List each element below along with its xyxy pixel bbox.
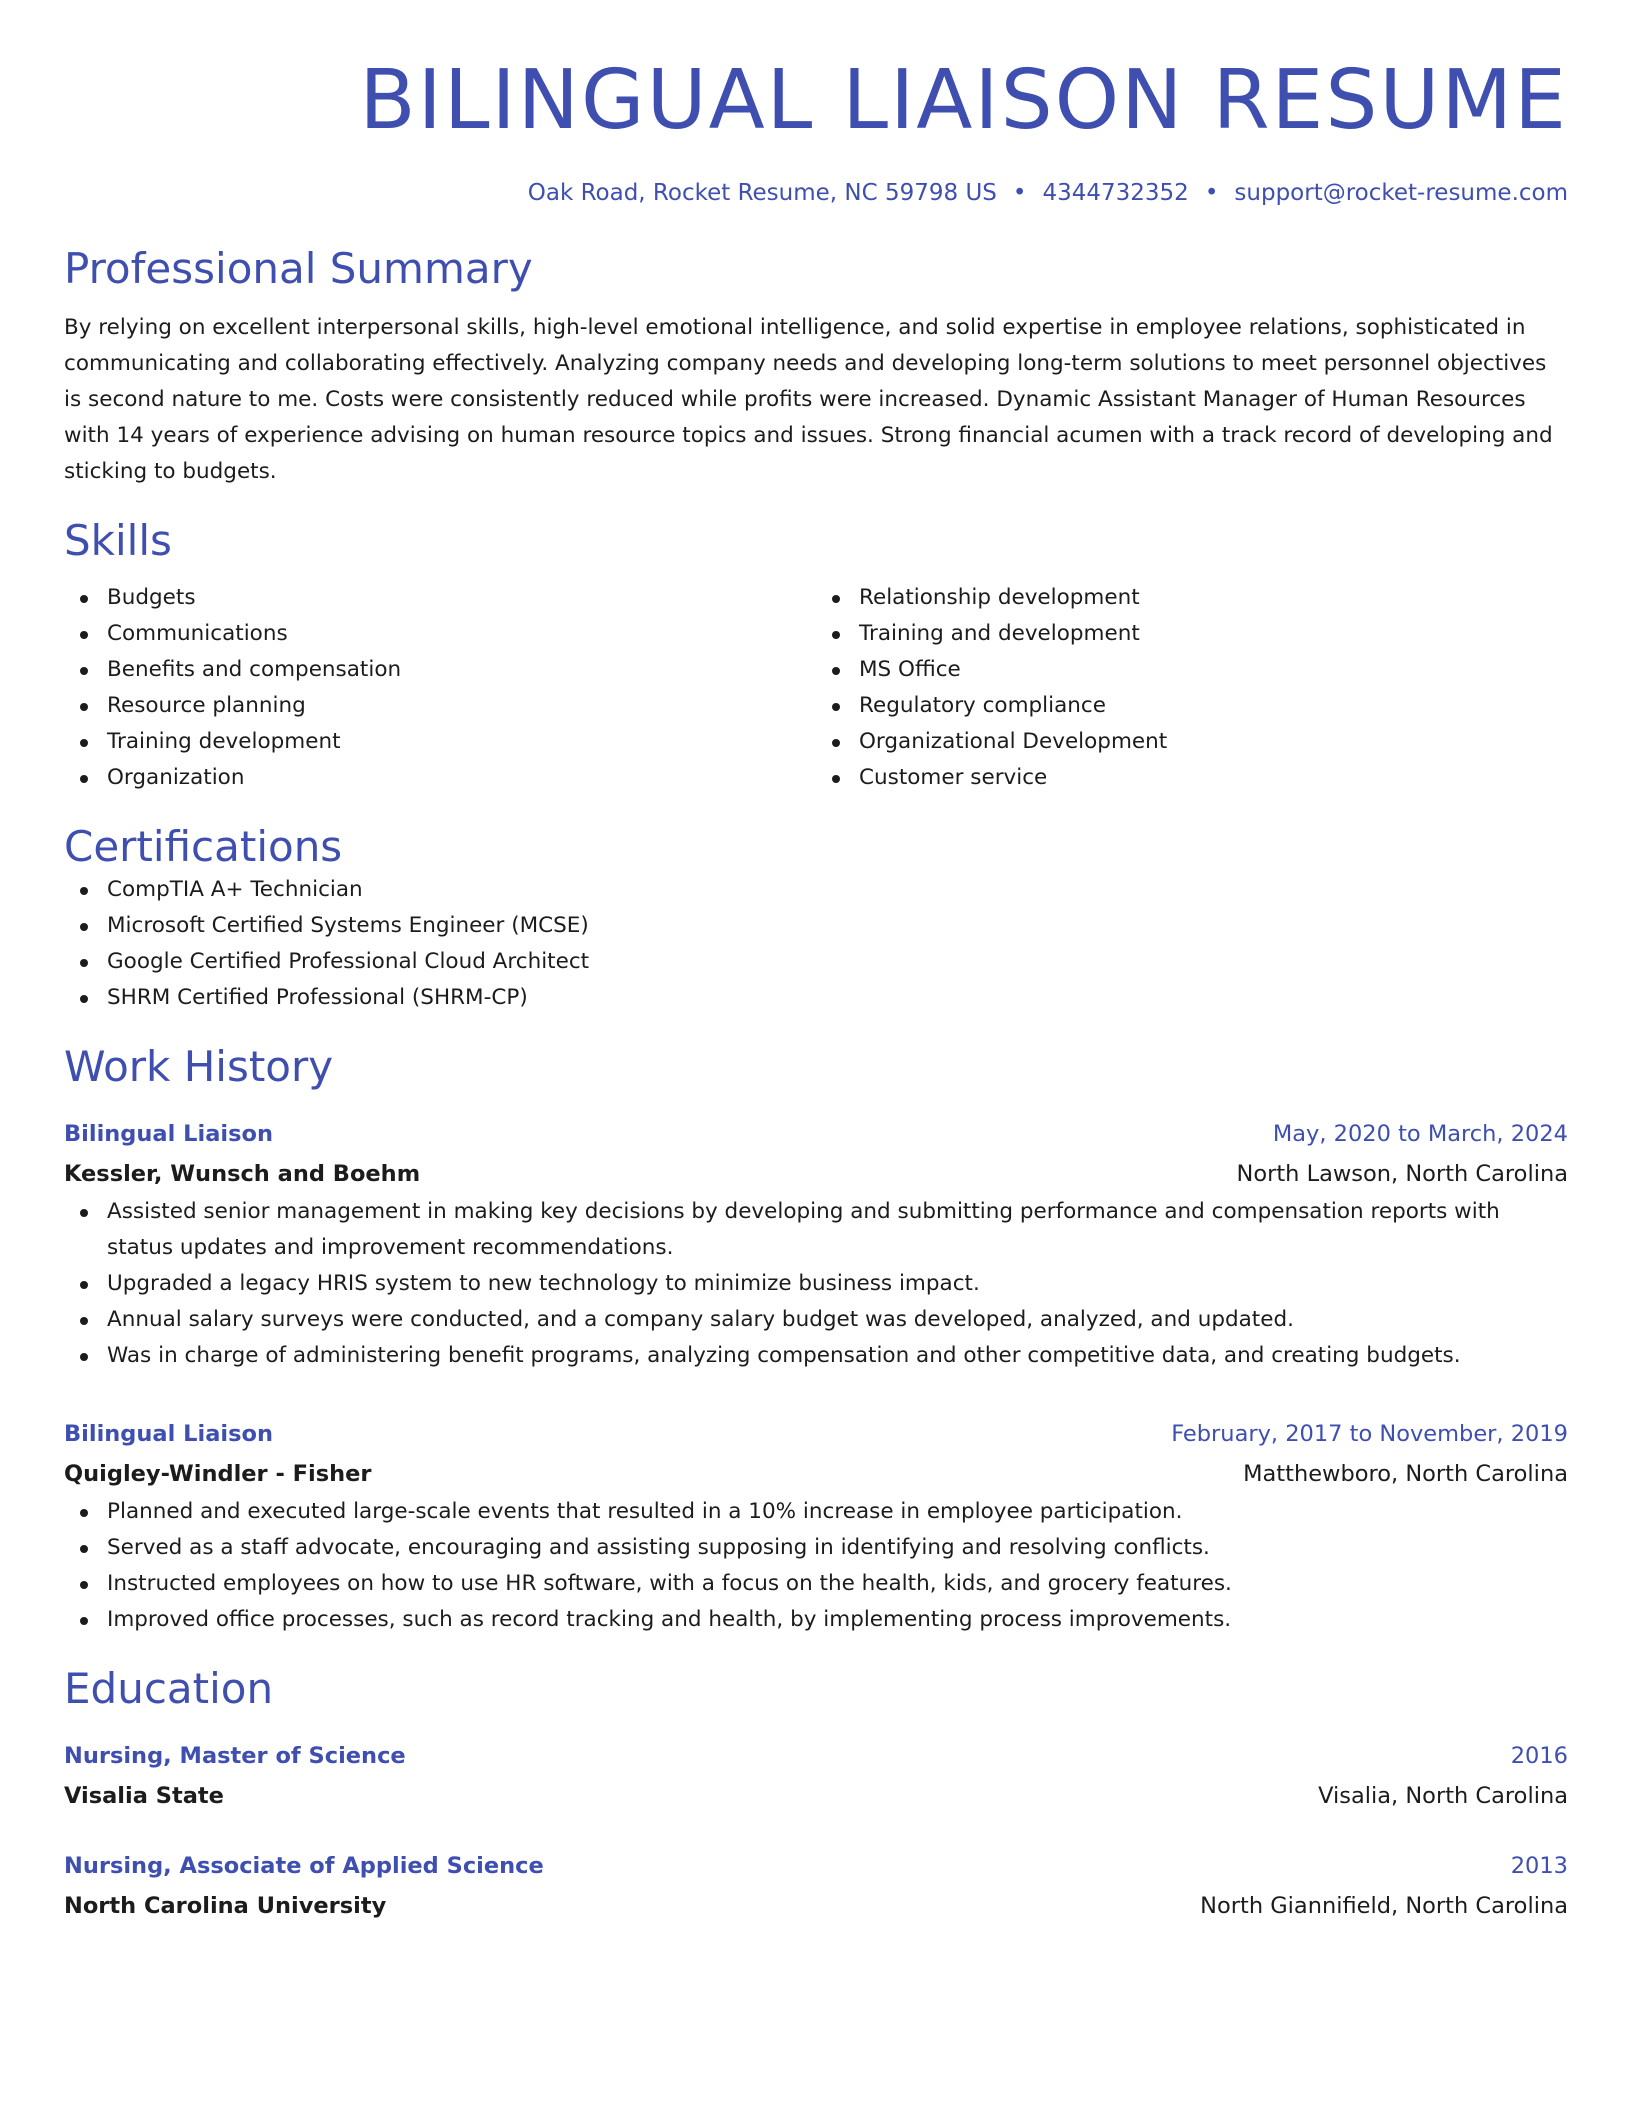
school-name: Visalia State [64, 1783, 224, 1809]
resume-title: BILINGUAL LIAISON RESUME [359, 53, 1568, 148]
contact-phone: 4344732352 [1042, 180, 1189, 206]
degree-name: Nursing, Master of Science [64, 1743, 406, 1769]
skill-item: Training and development [859, 616, 1568, 652]
job-dates: February, 2017 to November, 2019 [1171, 1421, 1568, 1447]
skill-item: Organization [107, 760, 816, 796]
skills-section [64, 516, 1568, 796]
summary-heading: Professional Summary [64, 244, 533, 293]
certifications-heading: Certifications [64, 822, 343, 871]
education-entry-header [64, 1846, 1568, 1886]
certification-item: SHRM Certified Professional (SHRM-CP) [107, 980, 1568, 1016]
skill-item: MS Office [859, 652, 1568, 688]
school-location: Visalia, North Carolina [1318, 1783, 1568, 1809]
certifications-section [64, 822, 1568, 1016]
skill-item: Customer service [859, 760, 1568, 796]
skill-item: Relationship development [859, 580, 1568, 616]
work-entry [64, 1114, 1568, 1374]
company-name: Kessler, Wunsch and Boehm [64, 1161, 421, 1187]
summary-text: By relying on excellent interpersonal skills, high-level emotional intelligence, and solid expertise in employee relations, sophisticated in communicating and collaborating effectively. Analyzing company needs and developing long-term solutions to meet personnel objectives is second nature to me. Costs were consistently reduced while profits were increased. Dynamic Assistant Manager of Human Resources with 14 years of experience advising on human resource topics and issues. Strong financial acumen with a track record of developing and sticking to budgets. [64, 315, 1553, 484]
graduation-year: 2013 [1510, 1853, 1568, 1879]
work-history-heading: Work History [64, 1042, 334, 1091]
work-entry-subheader [64, 1154, 1568, 1194]
contact-email[interactable]: support@rocket-resume.com [1234, 180, 1568, 206]
work-entry-subheader [64, 1454, 1568, 1494]
work-entry [64, 1414, 1568, 1638]
job-duty: Instructed employees on how to use HR software, with a focus on the health, kids, and grocery features. [107, 1566, 1568, 1602]
degree-name: Nursing, Associate of Applied Science [64, 1853, 544, 1879]
education-entry [64, 1736, 1568, 1816]
school-name: North Carolina University [64, 1893, 387, 1919]
skills-list-left [64, 580, 816, 796]
certification-item: Google Certified Professional Cloud Architect [107, 944, 1568, 980]
job-location: Matthewboro, North Carolina [1243, 1461, 1568, 1487]
certification-item: Microsoft Certified Systems Engineer (MCSE) [107, 908, 1568, 944]
work-entry-header [64, 1114, 1568, 1154]
skill-item: Benefits and compensation [107, 652, 816, 688]
skill-item: Budgets [107, 580, 816, 616]
education-entry-subheader [64, 1886, 1568, 1926]
job-duty: Assisted senior management in making key decisions by developing and submitting performance and compensation reports with status updates and improvement recommendations. [107, 1194, 1568, 1266]
job-duty: Improved office processes, such as record tracking and health, by implementing process improvements. [107, 1602, 1568, 1638]
job-duty: Was in charge of administering benefit programs, analyzing compensation and other competitive data, and creating budgets. [107, 1338, 1568, 1374]
contact-separator: • [1204, 180, 1219, 206]
education-entry-subheader [64, 1776, 1568, 1816]
education-entry [64, 1846, 1568, 1926]
certification-item: CompTIA A+ Technician [107, 872, 1568, 908]
job-duty: Annual salary surveys were conducted, and a company salary budget was developed, analyzed, and updated. [107, 1302, 1568, 1338]
job-duty: Upgraded a legacy HRIS system to new technology to minimize business impact. [107, 1266, 1568, 1302]
education-heading: Education [64, 1664, 274, 1713]
skill-item: Communications [107, 616, 816, 652]
skill-item: Training development [107, 724, 816, 760]
job-duty: Served as a staff advocate, encouraging and assisting supposing in identifying and resolving conflicts. [107, 1530, 1568, 1566]
work-history-section [64, 1042, 1568, 1638]
job-duties-list [64, 1494, 1568, 1638]
job-duty: Planned and executed large-scale events that resulted in a 10% increase in employee participation. [107, 1494, 1568, 1530]
job-location: North Lawson, North Carolina [1236, 1161, 1568, 1187]
contact-separator: • [1012, 180, 1027, 206]
job-title: Bilingual Liaison [64, 1121, 273, 1147]
skills-columns [64, 580, 1568, 796]
certifications-list [64, 872, 1568, 1016]
contact-line [64, 176, 1568, 210]
skills-heading: Skills [64, 516, 172, 565]
job-duties-list [64, 1194, 1568, 1374]
skill-item: Organizational Development [859, 724, 1568, 760]
education-section [64, 1664, 1568, 1926]
graduation-year: 2016 [1510, 1743, 1568, 1769]
skill-item: Resource planning [107, 688, 816, 724]
school-location: North Giannifield, North Carolina [1200, 1893, 1568, 1919]
contact-address: Oak Road, Rocket Resume, NC 59798 US [527, 180, 997, 206]
skills-list-right [816, 580, 1568, 796]
job-dates: May, 2020 to March, 2024 [1272, 1121, 1568, 1147]
skill-item: Regulatory compliance [859, 688, 1568, 724]
education-entry-header [64, 1736, 1568, 1776]
work-entry-header [64, 1414, 1568, 1454]
summary-section [64, 244, 1568, 490]
job-title: Bilingual Liaison [64, 1421, 273, 1447]
company-name: Quigley-Windler - Fisher [64, 1461, 372, 1487]
